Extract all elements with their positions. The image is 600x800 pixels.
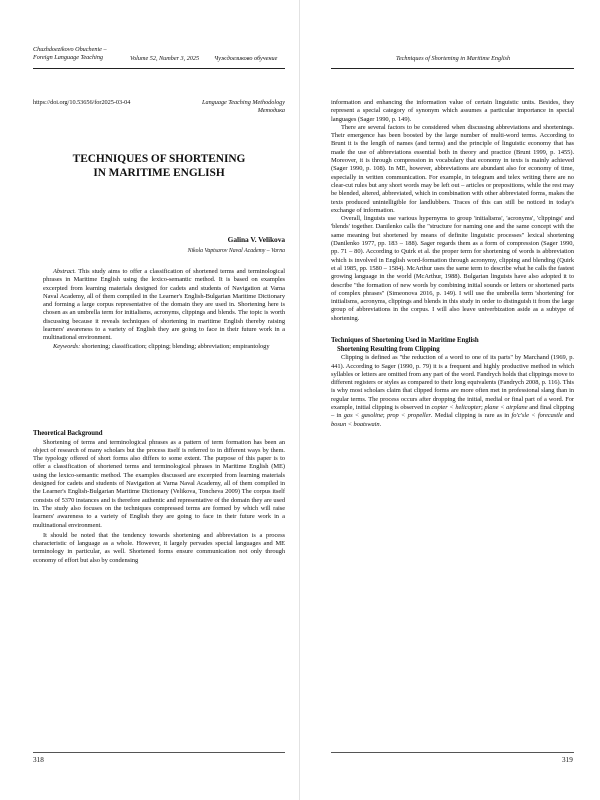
separator: and <box>562 412 574 420</box>
period: . <box>379 420 382 428</box>
journal-name-line2: Foreign Language Teaching <box>33 54 104 61</box>
journal-name-bg: Чуждоезиково обучение <box>214 55 278 62</box>
title-line2: IN MARITIME ENGLISH <box>93 167 225 179</box>
example-focsle: fo'c'sle < forecastle <box>511 412 563 420</box>
body-paragraph-3: information and enhancing the information value of certain linguistic units. Besides, they represent a special category of synonym which assumes a particular importance in special languages (Sager 1990, p. 149). <box>331 99 574 123</box>
body-paragraph-4: There are several factors to be considered when discussing abbreviations and shortenings. Their emergence has been boosted by the large number of multi-word terms. According to Brunt it is the length of names (and terms) and the principle of linguistic economy that has made the use of abbreviations essential both in theory and practice (Brunt 1999, p. 1455). Moreover, it is through compression in vocabulary that economy in texts is mainly achieved (Sager 1990, p. 108). In ME, however, abbreviations are abundant also for economy of time, especially in written communication. For example, in telegram and telex writing there are no clear-cut rules but any short words may be left out – articles or prepositions, while the rest may be blended, altered, abbreviated, which in combination with other abbreviated forms, makes the texts produced unintelligible for landlubbers. Traces of this can still be noticed in today's exchange of information. <box>331 123 574 214</box>
right-body <box>331 99 574 429</box>
section-heading: Theoretical Background <box>33 430 103 437</box>
abstract-text: This study aims to offer a classification of shortened terms and terminological phrases in Maritime English using the lexico-semantic method. It is based on examples excerpted from learning materials designed for cadets and students of Navigation at Varna Naval Academy, all of them compiled in the Learner's English-Bulgarian Maritime Dictionary and forming a large corpus representative of the domain they are used in. Shortening here is chosen as an umbrella term for initialisms, acronyms, clippings and blends. The topic is worth discussing because it reveals techniques of shortening in maritime English thereby raising learners' awareness to a variety of English they are going to face in their future work in a multinational environment. <box>43 268 285 342</box>
example-plane: plane < airplane <box>484 403 528 411</box>
doi-link[interactable]: https://doi.org/10.53656/for2025-03-04 <box>33 99 131 106</box>
header-rule-right <box>331 68 574 69</box>
example-prop: prop < propeller <box>386 412 431 420</box>
example-bosun: bosun < boatswain <box>331 420 380 428</box>
clipping-text-medial: . Medial clipping is rare as in <box>430 412 512 420</box>
footer-rule-left <box>33 752 285 753</box>
section-label <box>195 99 285 115</box>
abstract-paragraph <box>43 268 285 343</box>
section-label-en: Language Teaching Methodology <box>202 99 285 106</box>
example-gas: gas < gasoline <box>343 412 383 420</box>
title-line1: TECHNIQUES OF SHORTENING <box>72 153 246 165</box>
clipping-text-final: and final clipping – in <box>331 403 574 420</box>
article-title <box>33 152 285 180</box>
keywords-paragraph <box>43 343 285 351</box>
separator: ; <box>382 412 387 420</box>
author-affiliation: Nikola Vaptsarov Naval Academy – Varna <box>187 248 285 254</box>
body-paragraph-6 <box>331 354 574 429</box>
page-number-left: 318 <box>33 756 44 764</box>
footer-rule-right <box>331 752 574 753</box>
journal-name-line1: Chuzhdoezikovo Obuchenie – <box>33 46 107 53</box>
body-paragraph-1: Shortening of terms and terminological phrases as a pattern of term formation has been an object of research of many scholars but the process itself is referred to in different ways by them. The typology offered of short forms also differs to some extent. The purpose of this paper is to offer a classification of shortened terms and terminological phrases in Maritime English (ME) using the lexico-semantic method. The examples discussed are excerpted from learning materials designed for cadets and students of Navigation at Varna Naval Academy, all of them compiled in the Learner's English-Bulgarian Maritime Dictionary (Velikova, Toncheva 2009) The corpus itself consists of 5370 instances and is therefore authentic and representative of the domain they are used in. The study also focuses on the techniques compressed terms are formed by which will raise learners' awareness to a variety of English they are going to face in their future work in a multinational environment. <box>33 438 285 529</box>
body-paragraph-5: Overall, linguists use various hypernyms to group 'initialisms', 'acronyms', 'clippings' and 'blends' together. Danilenko calls the "structure for naming one and the same concept with the same meaning but shortened by means of definite linguistic processes" lexical shortening (Danilenko 1977, pp. 183 – 188). Sager regards them as a form of compression (Sager 1990, pp. 71 – 80). According to Quirk et al. the proper term for shortening of words is abbreviation which is involved in English word-formation through acronymy, clipping and blending (Quirk et al 1985, pp. 1580 – 1584). McArthur uses the same term to describe what he calls the fastest growing language in the world (McArthur, 1988). Bulgarian linguists have also adopted it to describe "the formation of new words by combining initial sounds or letters or shortened parts of complex phrases" (Simeonova 2016, p. 149). I will use the umbrella term 'shortening' for initialisms, acronyms, clippings and blends in this study in order to distinguish it from the large group of abbreviations in the corpus. I will also leave univerbization aside as a subtype of shortening. <box>331 215 574 322</box>
clipping-paragraph-text: Clipping is defined as "the reduction of a word to one of its parts" by Marchand (1969, p. 441). According to Sager (1990, p. 79) it is a frequent and highly productive method in which syllables or letters are omitted from any part of the word. Fandrych holds that clippings move to different registers or styles as compared to their long equivalents (Fandrych 2008, p. 116). This is why most scholars claim that clipped forms are more often met in professional slang than in regular terms. The process occurs after dropping the initial, medial or final part of a word. For example, initial clipping is observed in <box>331 354 574 411</box>
left-body <box>33 430 285 565</box>
example-copter: copter < helicopter <box>431 403 481 411</box>
header-rule <box>33 68 285 69</box>
body-paragraph-2: It should be noted that the tendency towards shortening and abbreviation is a process characteristic of language as a whole. However, it largely pervades special languages and ME terminology in particular, as well. Shortened forms ensure communication not only through economy of effort but also by condensing <box>33 531 285 564</box>
running-head: Techniques of Shortening in Maritime English <box>396 55 511 62</box>
abstract-label: Abstract. <box>53 268 76 275</box>
page-number-right: 319 <box>562 756 573 764</box>
keywords-text: shortening; classification; clipping; blending; abbreviation; empirantology <box>80 342 270 350</box>
right-page <box>300 0 600 800</box>
subsection-heading-2: Shortening Resulting from Clipping <box>337 345 440 353</box>
author-name: Galina V. Velikova <box>227 235 285 244</box>
separator: ; <box>480 403 485 411</box>
keywords-label: Keywords: <box>53 342 81 350</box>
abstract <box>33 268 285 351</box>
subsection-heading-1: Techniques of Shortening Used in Maritime English <box>331 337 479 345</box>
left-page <box>0 0 299 800</box>
section-label-bg: Методика <box>257 107 285 114</box>
journal-name-en <box>33 46 107 62</box>
volume-info: Volume 52, Number 3, 2025 <box>130 55 200 62</box>
